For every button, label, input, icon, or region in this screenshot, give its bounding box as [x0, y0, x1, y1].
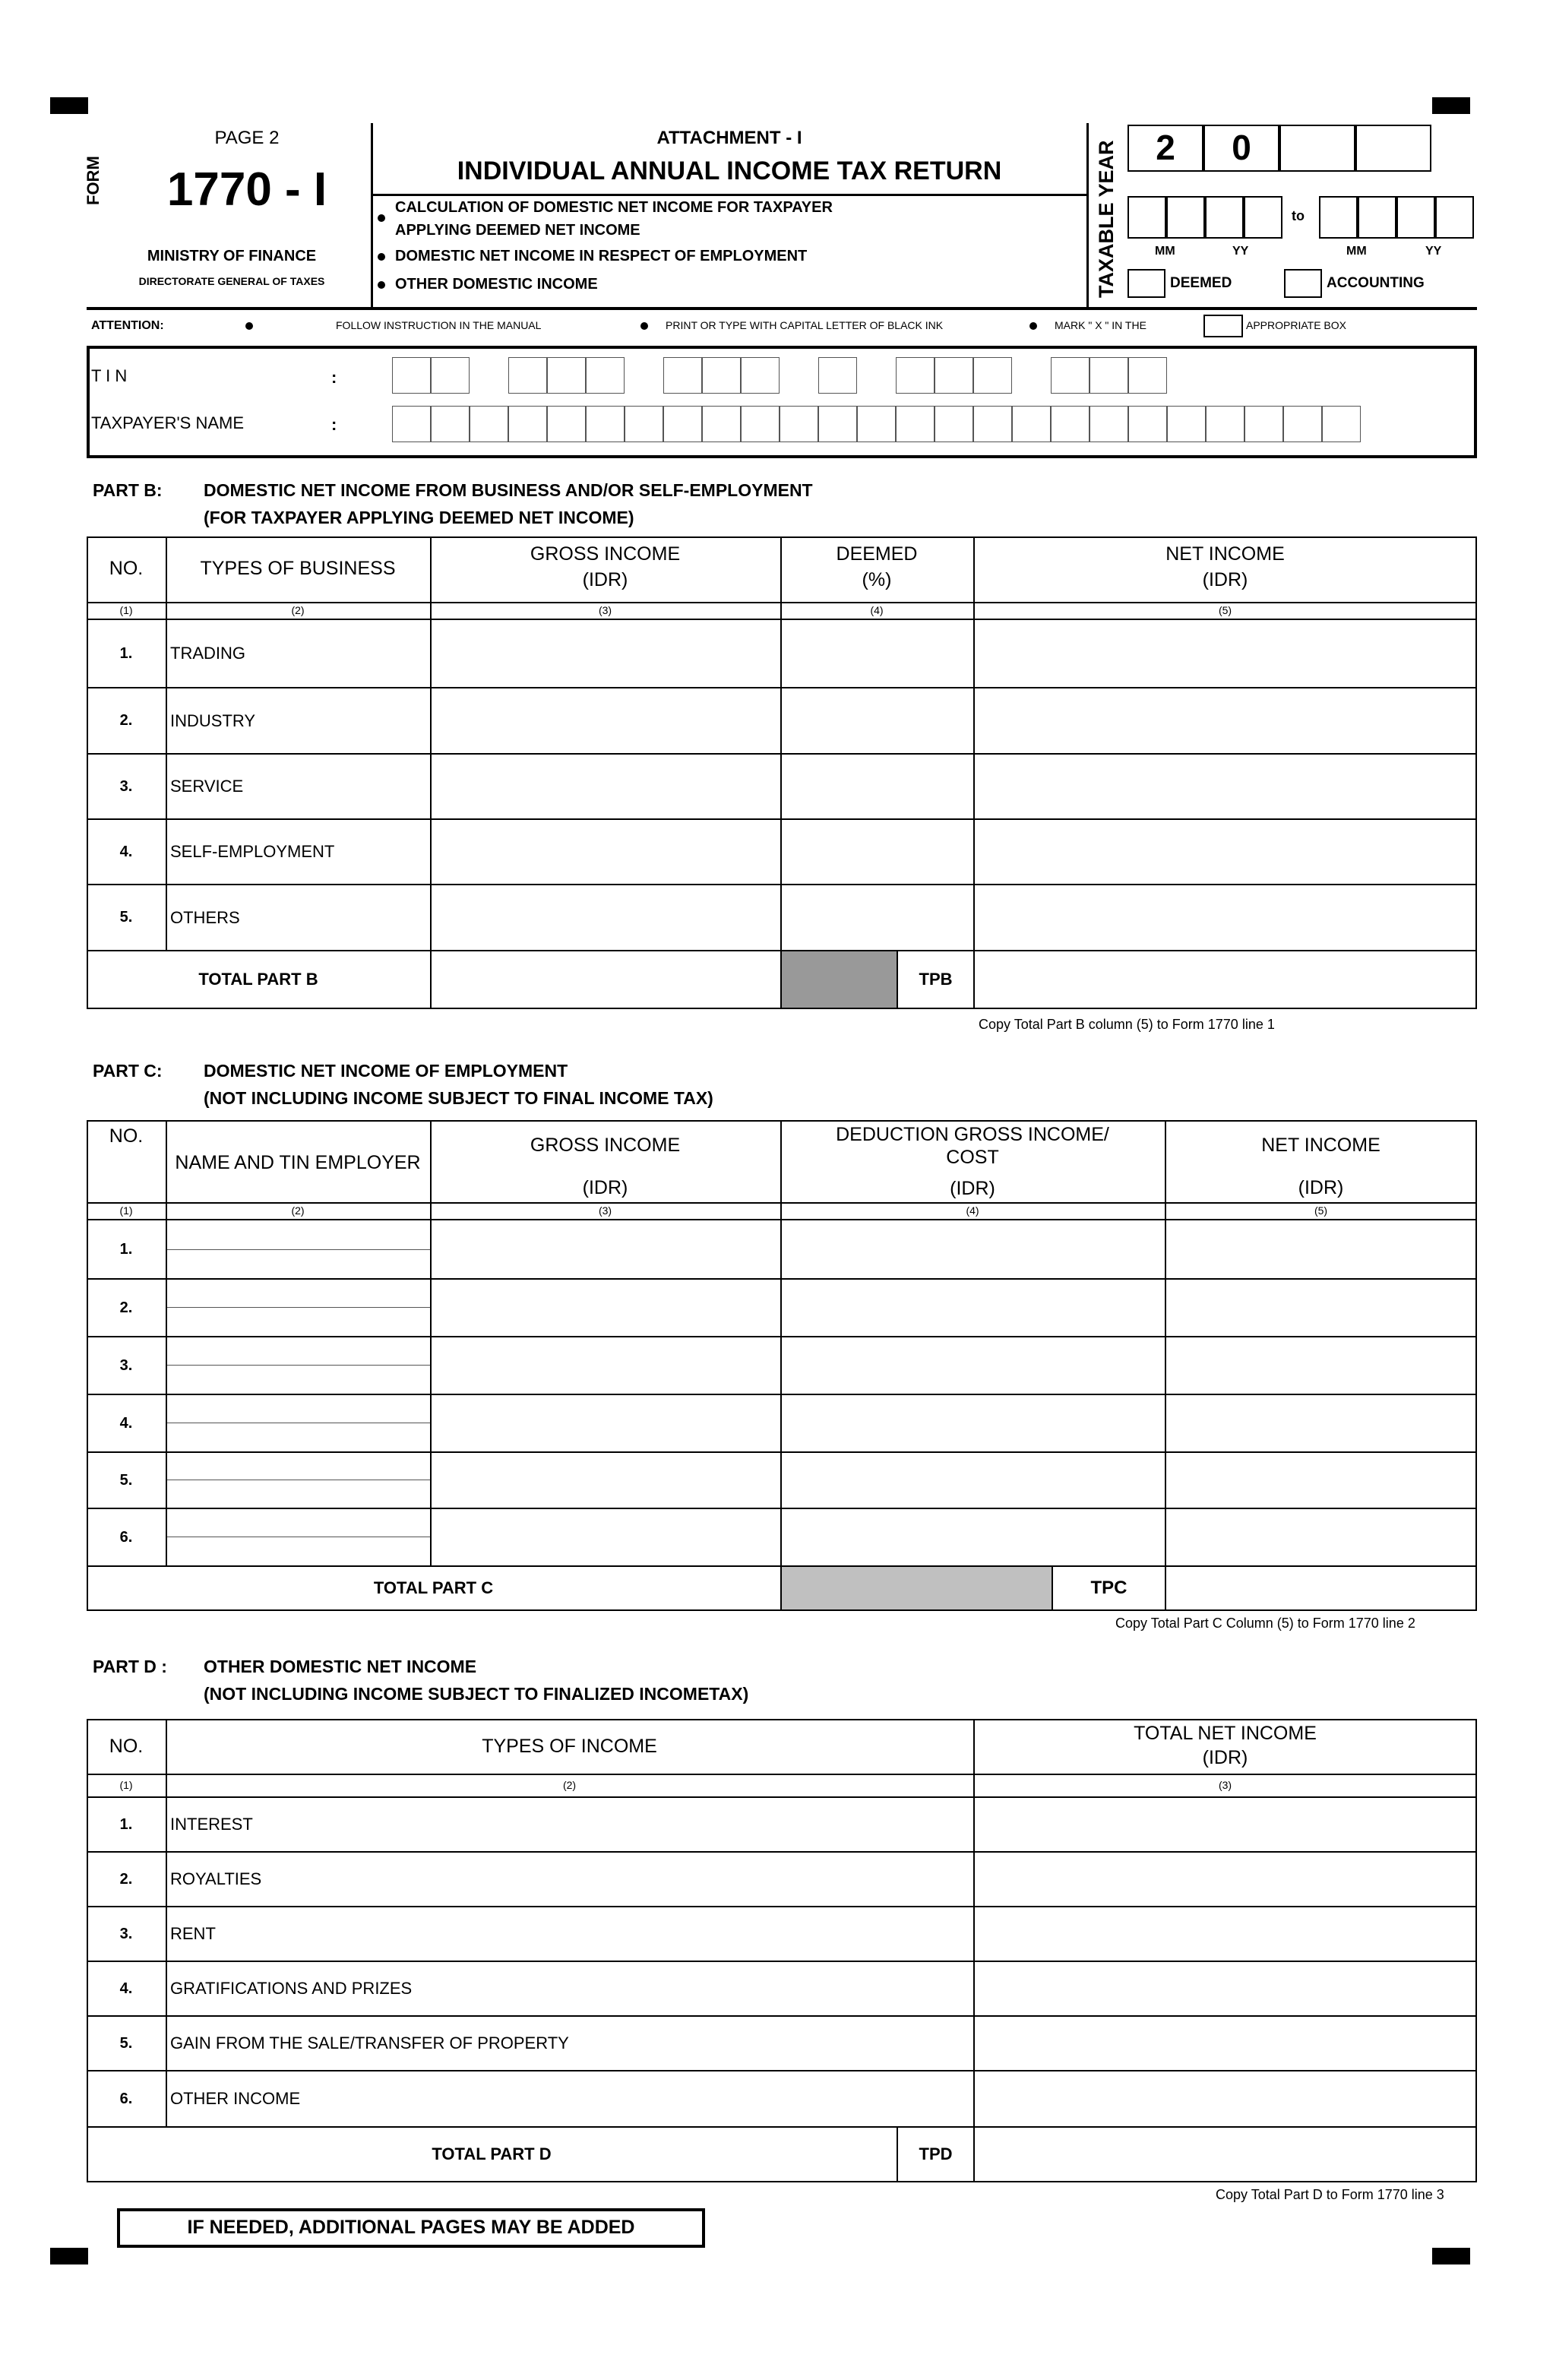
row-number: 2. [119, 712, 133, 729]
part-c-total-code: TPC [1090, 1578, 1127, 1598]
part-b-subtitle: (FOR TAXPAYER APPLYING DEEMED NET INCOME) [204, 508, 634, 527]
header-bullet1-line2: APPLYING DEEMED NET INCOME [395, 222, 640, 239]
form-number: 1770 - I [166, 163, 327, 216]
colon: : [331, 415, 337, 434]
gross-income-input[interactable] [432, 820, 780, 884]
col-header-net-income: NET INCOME [1165, 543, 1285, 565]
part-b-total-label: TOTAL PART B [198, 970, 318, 989]
net-income-input[interactable] [1166, 1337, 1475, 1394]
col-header-types-of-business: TYPES OF BUSINESS [200, 558, 396, 580]
net-income-input[interactable] [975, 620, 1475, 687]
gross-income-input[interactable] [432, 1453, 780, 1508]
employer-name-tin-input[interactable] [167, 1337, 430, 1394]
net-income-input[interactable] [975, 1798, 1475, 1851]
net-income-input[interactable] [975, 885, 1475, 950]
gross-income-input[interactable] [432, 620, 780, 687]
col-number: (4) [870, 604, 884, 617]
income-type: RENT [170, 1924, 216, 1943]
net-income-input[interactable] [975, 755, 1475, 818]
col-number: (5) [1218, 604, 1232, 617]
col-header-net-income: NET INCOME [1261, 1135, 1380, 1157]
net-income-input[interactable] [1166, 1280, 1475, 1336]
part-d-total-net-input[interactable] [975, 2128, 1475, 2181]
col-number: (2) [562, 1779, 577, 1792]
part-b-total-shaded-cell [782, 951, 897, 1008]
col-header-name-tin-employer: NAME AND TIN EMPLOYER [175, 1152, 421, 1174]
bullet-icon [378, 214, 385, 222]
business-type: SELF-EMPLOYMENT [170, 842, 335, 861]
col-header-deemed: DEEMED [836, 543, 918, 565]
deemed-percent-input[interactable] [782, 820, 973, 884]
bullet-icon [1029, 322, 1037, 330]
tin-label: T I N [91, 366, 128, 385]
additional-pages-notice: IF NEEDED, ADDITIONAL PAGES MAY BE ADDED [117, 2208, 705, 2248]
gross-income-input[interactable] [432, 1280, 780, 1336]
business-type: SERVICE [170, 777, 244, 796]
gross-income-input[interactable] [432, 1395, 780, 1451]
col-header-net-income-unit: (IDR) [1298, 1177, 1344, 1199]
net-income-input[interactable] [1166, 1395, 1475, 1451]
employer-name-tin-input[interactable] [167, 1509, 430, 1565]
row-number: 3. [119, 1356, 133, 1374]
part-b-total-gross-input[interactable] [432, 951, 780, 1008]
row-number: 5. [119, 1471, 133, 1489]
col-header-deduction-cost: COST [946, 1147, 999, 1169]
row-number: 5. [119, 909, 133, 926]
col-number: (3) [598, 604, 612, 617]
deduction-input[interactable] [782, 1220, 1165, 1278]
attention-item-3-end: APPROPRIATE BOX [1246, 319, 1346, 331]
net-income-input[interactable] [1166, 1453, 1475, 1508]
part-d-subtitle: (NOT INCLUDING INCOME SUBJECT TO FINALIZED INCOMETAX) [204, 1684, 749, 1704]
header-divider [87, 307, 1477, 310]
col-header-deduction: DEDUCTION GROSS INCOME/ [836, 1124, 1109, 1146]
to-label: to [1292, 208, 1305, 223]
col-number: (3) [598, 1204, 612, 1217]
income-type: OTHER INCOME [170, 2089, 301, 2108]
deemed-checkbox[interactable] [1127, 269, 1165, 298]
header-bullet3: OTHER DOMESTIC INCOME [395, 276, 598, 293]
attachment-label: ATTACHMENT - I [656, 128, 802, 148]
form-label: FORM [84, 156, 103, 205]
row-number: 6. [119, 1528, 133, 1546]
registration-mark-top-left [50, 97, 88, 114]
gross-income-input[interactable] [432, 755, 780, 818]
page-number: PAGE 2 [214, 128, 280, 148]
employer-name-tin-input[interactable] [167, 1395, 430, 1451]
employer-name-tin-input[interactable] [167, 1453, 430, 1508]
directorate-name: DIRECTORATE GENERAL OF TAXES [138, 275, 325, 287]
header-bullet2: DOMESTIC NET INCOME IN RESPECT OF EMPLOYMENT [395, 248, 808, 264]
part-c-note: Copy Total Part C Column (5) to Form 1770 line 2 [1115, 1616, 1415, 1631]
part-c-subtitle: (NOT INCLUDING INCOME SUBJECT TO FINAL INCOME TAX) [204, 1088, 713, 1108]
year-digit-2: 0 [1232, 128, 1251, 168]
row-number: 1. [119, 1240, 133, 1258]
year-digits-input[interactable] [1279, 125, 1431, 172]
col-header-deemed-unit: (%) [862, 569, 892, 591]
yy-label: YY [1232, 245, 1249, 258]
net-income-input[interactable] [975, 2017, 1475, 2070]
col-header-no: NO. [109, 1125, 144, 1147]
col-header-gross-income-unit: (IDR) [582, 1177, 628, 1199]
row-number: 2. [119, 1299, 133, 1316]
deduction-input[interactable] [782, 1509, 1165, 1565]
col-number: (1) [119, 1779, 133, 1792]
col-header-no: NO. [109, 1736, 144, 1758]
mm-label: MM [1155, 245, 1175, 258]
part-c-total-shaded-cell [782, 1567, 1052, 1609]
gross-income-input[interactable] [432, 885, 780, 950]
part-b-total-net-input[interactable] [975, 951, 1475, 1008]
net-income-input[interactable] [975, 1853, 1475, 1906]
col-header-types-of-income: TYPES OF INCOME [482, 1736, 657, 1758]
row-number: 5. [119, 2034, 133, 2052]
sample-box-icon [1203, 315, 1243, 337]
bullet-icon [378, 281, 385, 289]
deduction-input[interactable] [782, 1337, 1165, 1394]
bullet-icon [640, 322, 648, 330]
header-bullet1-line1: CALCULATION OF DOMESTIC NET INCOME FOR TAXPAYER [395, 199, 833, 216]
net-income-input[interactable] [975, 1962, 1475, 2015]
part-c-total-net-input[interactable] [1166, 1567, 1475, 1609]
gross-income-input[interactable] [432, 688, 780, 753]
mm-label: MM [1346, 245, 1367, 258]
col-header-total-net-income: TOTAL NET INCOME [1134, 1723, 1317, 1745]
col-header-deduction-unit: (IDR) [950, 1178, 995, 1200]
deemed-percent-input[interactable] [782, 755, 973, 818]
col-number: (4) [966, 1204, 979, 1217]
year-digit-1: 2 [1156, 128, 1175, 168]
business-type: OTHERS [170, 907, 240, 927]
col-number: (2) [291, 1204, 305, 1217]
deemed-label: DEEMED [1170, 275, 1232, 291]
col-header-gross-income-unit: (IDR) [582, 569, 628, 591]
gross-income-input[interactable] [432, 1337, 780, 1394]
income-type: GRATIFICATIONS AND PRIZES [170, 1979, 413, 1998]
col-number: (1) [119, 1204, 133, 1217]
registration-mark-bottom-right [1432, 2248, 1470, 2264]
col-number: (3) [1218, 1779, 1232, 1792]
part-b-label: PART B: [93, 480, 163, 500]
period-end-input[interactable] [1319, 196, 1474, 239]
part-c-title: DOMESTIC NET INCOME OF EMPLOYMENT [204, 1061, 568, 1081]
period-start-input[interactable] [1127, 196, 1282, 239]
row-number: 2. [119, 1870, 133, 1888]
row-number: 6. [119, 2090, 133, 2107]
bullet-icon [378, 253, 385, 261]
col-number: (2) [291, 604, 305, 617]
part-d-total-label: TOTAL PART D [432, 2144, 552, 2164]
net-income-input[interactable] [1166, 1509, 1475, 1565]
accounting-label: ACCOUNTING [1327, 275, 1425, 291]
attention-item-1: FOLLOW INSTRUCTION IN THE MANUAL [336, 319, 542, 331]
gross-income-input[interactable] [432, 1220, 780, 1278]
deemed-percent-input[interactable] [782, 885, 973, 950]
row-number: 4. [119, 843, 133, 860]
employer-name-tin-input[interactable] [167, 1220, 430, 1278]
row-number: 4. [119, 1414, 133, 1432]
part-b-note: Copy Total Part B column (5) to Form 1770 line 1 [979, 1017, 1275, 1032]
income-type: GAIN FROM THE SALE/TRANSFER OF PROPERTY [170, 2033, 569, 2052]
gross-income-input[interactable] [432, 1509, 780, 1565]
col-number: (1) [119, 604, 133, 617]
col-header-gross-income: GROSS INCOME [530, 1135, 681, 1157]
part-d-total-code: TPD [919, 2144, 953, 2164]
deduction-input[interactable] [782, 1395, 1165, 1451]
row-number: 3. [119, 777, 133, 795]
attention-item-3: MARK " X " IN THE [1055, 319, 1146, 331]
bullet-icon [245, 322, 253, 330]
col-header-net-income-unit: (IDR) [1202, 569, 1248, 591]
deduction-input[interactable] [782, 1453, 1165, 1508]
col-header-total-net-income-unit: (IDR) [1202, 1747, 1248, 1769]
part-b-total-code: TPB [919, 970, 953, 989]
net-income-input[interactable] [975, 1907, 1475, 1961]
net-income-input[interactable] [975, 688, 1475, 753]
row-number: 3. [119, 1925, 133, 1942]
net-income-input[interactable] [1166, 1220, 1475, 1278]
part-d-title: OTHER DOMESTIC NET INCOME [204, 1657, 477, 1676]
business-type: TRADING [170, 644, 245, 663]
col-number: (5) [1314, 1204, 1328, 1217]
part-c-total-label: TOTAL PART C [373, 1578, 494, 1598]
part-d-note: Copy Total Part D to Form 1770 line 3 [1216, 2187, 1444, 2202]
registration-mark-top-right [1432, 97, 1470, 114]
row-number: 4. [119, 1980, 133, 1997]
row-number: 1. [119, 1815, 133, 1833]
col-header-gross-income: GROSS INCOME [530, 543, 681, 565]
accounting-checkbox[interactable] [1284, 269, 1322, 298]
net-income-input[interactable] [975, 2071, 1475, 2126]
employer-name-tin-input[interactable] [167, 1280, 430, 1336]
ministry-name: MINISTRY OF FINANCE [147, 248, 317, 264]
col-header-no: NO. [109, 558, 144, 580]
taxpayer-name-label: TAXPAYER'S NAME [91, 413, 245, 432]
income-type: INTEREST [170, 1815, 253, 1834]
taxable-year-label: TAXABLE YEAR [1095, 140, 1118, 298]
colon: : [331, 368, 337, 387]
part-d-label: PART D : [93, 1657, 167, 1676]
net-income-input[interactable] [975, 820, 1475, 884]
row-number: 1. [119, 644, 133, 662]
part-b-title: DOMESTIC NET INCOME FROM BUSINESS AND/OR SELF-EMPLOYMENT [204, 480, 813, 500]
business-type: INDUSTRY [170, 711, 256, 730]
deduction-input[interactable] [782, 1280, 1165, 1336]
registration-mark-bottom-left [50, 2248, 88, 2264]
deemed-percent-input[interactable] [782, 620, 973, 687]
attention-item-2: PRINT OR TYPE WITH CAPITAL LETTER OF BLACK INK [666, 319, 944, 331]
income-type: ROYALTIES [170, 1869, 262, 1888]
part-c-label: PART C: [93, 1061, 163, 1081]
attention-label: ATTENTION: [91, 319, 164, 332]
yy-label: YY [1425, 245, 1442, 258]
return-title: INDIVIDUAL ANNUAL INCOME TAX RETURN [457, 157, 1002, 185]
deemed-percent-input[interactable] [782, 688, 973, 753]
